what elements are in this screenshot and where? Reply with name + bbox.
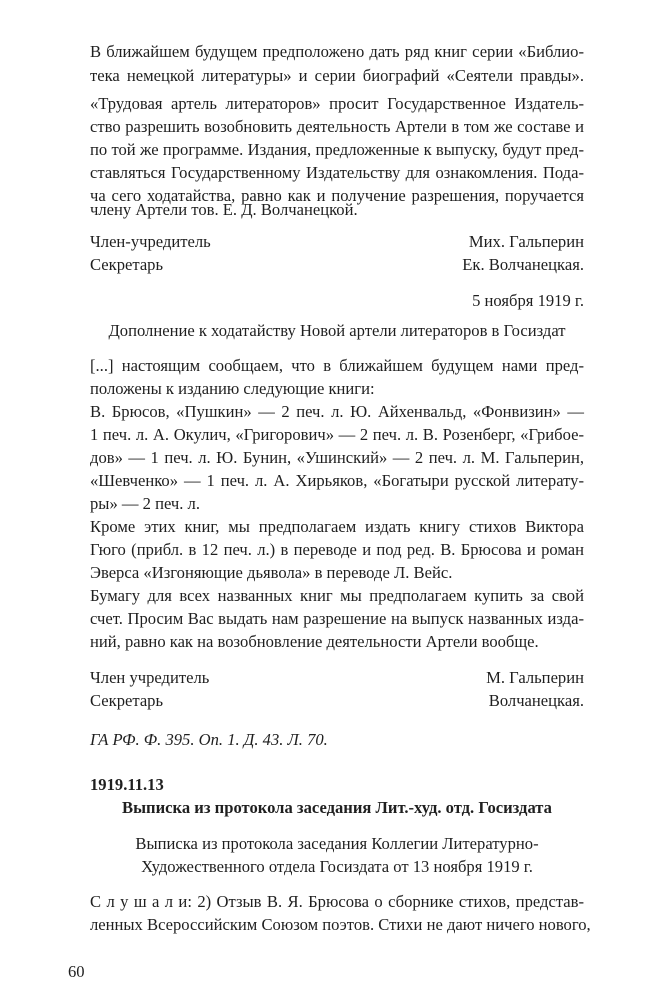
text-line: «Шевченко» — 1 печ. л. А. Хирьяков, «Богатыри русской литерату- xyxy=(90,471,584,490)
text-line: ча сего ходатайства, равно как и получение разрешения, поручается xyxy=(90,186,584,205)
text-line: ры» — 2 печ. л. xyxy=(90,494,200,513)
archive-reference: ГА РФ. Ф. 395. Оп. 1. Д. 43. Л. 70. xyxy=(90,730,328,749)
document-heading: Дополнение к ходатайству Новой артели литераторов в Госиздат xyxy=(108,321,566,340)
text-line: тека немецкой литературы» и серии биографий «Сеятели правды». xyxy=(90,66,584,85)
entry-title: Выписка из протокола заседания Лит.-худ. отд. Госиздата xyxy=(122,798,552,817)
subtitle-line: Выписка из протокола заседания Коллегии Литературно- xyxy=(135,834,539,853)
document-date: 5 ноября 1919 г. xyxy=(472,291,584,310)
text-line: счет. Просим Вас выдать нам разрешение на выпуск названных изда- xyxy=(90,609,584,628)
text-line: ство разрешить возобновить деятельность Артели в том же составе и xyxy=(90,117,584,136)
text-line: [...] настоящим сообщаем, что в ближайшем будущем нами пред- xyxy=(90,356,584,375)
text-line: дов» — 1 печ. л. Ю. Бунин, «Ушинский» — 2 печ. л. М. Гальперин, xyxy=(90,448,584,467)
signature-name: М. Гальперин xyxy=(486,668,584,687)
subtitle-line: Художественного отдела Госиздата от 13 ноября 1919 г. xyxy=(141,857,533,876)
signature-name: Мих. Гальперин xyxy=(468,232,584,251)
text-line: Бумагу для всех названных книг мы предполагаем купить за свой xyxy=(90,586,584,605)
text-line: В ближайшем будущем предположено дать ряд книг серии «Библио- xyxy=(90,42,584,61)
signature-role: Секретарь xyxy=(90,691,164,710)
text-line: ставляться Государственному Издательству для ознакомления. Пода- xyxy=(90,163,584,182)
text-line: члену Артели тов. Е. Д. Волчанецкой. xyxy=(90,200,358,219)
text-line: ний, равно как на возобновление деятельности Артели вообще. xyxy=(90,632,539,651)
signature-name: Ек. Волчанецкая. xyxy=(462,255,584,274)
signature-name: Волчанецкая. xyxy=(488,691,584,710)
text-line: Кроме этих книг, мы предполагаем издать книгу стихов Виктора xyxy=(90,517,584,536)
text-line: «Трудовая артель литераторов» просит Государственное Издатель- xyxy=(90,94,584,113)
text-line: 1 печ. л. А. Окулич, «Григорович» — 2 печ. л. В. Розенберг, «Грибое- xyxy=(90,425,584,444)
signature-role: Секретарь xyxy=(90,255,164,274)
text-line: В. Брюсов, «Пушкин» — 2 печ. л. Ю. Айхенвальд, «Фонвизин» — xyxy=(90,402,584,421)
signature-role: Член учредитель xyxy=(90,668,210,687)
signature-role: Член-учредитель xyxy=(90,232,211,251)
text-line: по той же программе. Издания, предложенные к выпуску, будут пред- xyxy=(90,140,584,159)
entry-date: 1919.11.13 xyxy=(90,775,164,794)
text-line: С л у ш а л и: 2) Отзыв В. Я. Брюсова о сборнике стихов, представ- xyxy=(90,892,584,911)
text-line: положены к изданию следующие книги: xyxy=(90,379,375,398)
text-line: Гюго (прибл. в 12 печ. л.) в переводе и под ред. В. Брюсова и роман xyxy=(90,540,584,559)
text-line: Эверса «Изгоняющие дьявола» в переводе Л. Вейс. xyxy=(90,563,453,582)
page-number: 60 xyxy=(68,962,85,981)
text-line: ленных Всероссийским Союзом поэтов. Стихи не дают ничего нового, xyxy=(90,915,591,934)
